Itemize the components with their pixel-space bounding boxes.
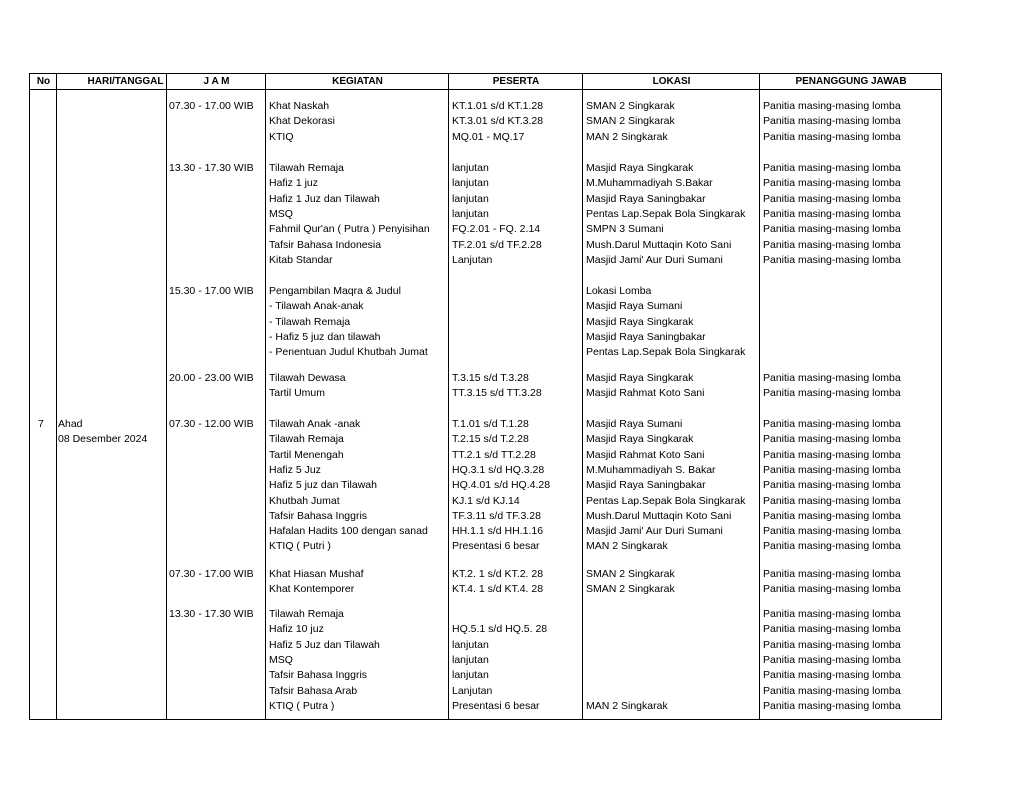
lokasi-cell: Pentas Lap.Sepak Bola Singkarak [586, 494, 746, 507]
kegiatan-cell: Khat Naskah [269, 100, 330, 112]
pj-cell: Panitia masing-masing lomba [763, 479, 901, 492]
lokasi-cell: Masjid Raya Saningbakar [586, 479, 706, 492]
pj-cell: Panitia masing-masing lomba [763, 509, 901, 522]
column-divider [582, 74, 583, 719]
peserta-cell: lanjutan [452, 669, 489, 682]
peserta-cell: lanjutan [452, 192, 489, 205]
peserta-cell: HQ.4.01 s/d HQ.4.28 [452, 479, 551, 492]
lokasi-cell: Masjid Rahmat Koto Sani [586, 387, 705, 400]
kegiatan-cell: Hafiz 1 juz [269, 177, 319, 190]
kegiatan-cell: Khat Hiasan Mushaf [269, 568, 364, 580]
peserta-cell: FQ.2.01 - FQ. 2.14 [452, 223, 541, 236]
header-lokasi: LOKASI [652, 76, 691, 87]
peserta-cell: HQ.3.1 s/d HQ.3.28 [452, 463, 545, 476]
pj-cell: Panitia masing-masing lomba [763, 568, 901, 580]
kegiatan-cell: Khat Kontemporer [269, 583, 355, 596]
jam-cell: 13.30 - 17.30 WIB [169, 162, 254, 174]
kegiatan-cell: Tafsir Bahasa Inggris [269, 509, 368, 522]
peserta-cell: KT.2. 1 s/d KT.2. 28 [452, 568, 544, 580]
header-kegiatan: KEGIATAN [332, 76, 383, 87]
pj-cell: Panitia masing-masing lomba [763, 162, 901, 174]
lokasi-cell: Lokasi Lomba [586, 285, 652, 297]
pj-cell: Panitia masing-masing lomba [763, 223, 901, 236]
pj-cell: Panitia masing-masing lomba [763, 463, 901, 476]
kegiatan-cell: Hafiz 1 Juz dan Tilawah [269, 192, 380, 205]
kegiatan-cell: Tartil Menengah [269, 448, 344, 461]
pj-cell: Panitia masing-masing lomba [763, 448, 901, 461]
peserta-cell: KT.3.01 s/d KT.3.28 [452, 115, 544, 128]
kegiatan-cell: Tilawah Anak -anak [269, 418, 361, 430]
pj-cell: Panitia masing-masing lomba [763, 253, 901, 266]
header-no: No [36, 76, 51, 87]
lokasi-cell: M.Muhammadiyah S. Bakar [586, 463, 716, 476]
header-hari: HARI/TANGGAL [87, 76, 164, 87]
peserta-cell: lanjutan [452, 638, 489, 651]
day-name: Ahad [58, 418, 83, 430]
lokasi-cell: Masjid Raya Sumani [586, 300, 683, 313]
kegiatan-cell: KTIQ [269, 130, 294, 143]
lokasi-cell: Masjid Raya Singkarak [586, 372, 694, 384]
kegiatan-cell: Hafiz 10 juz [269, 623, 324, 636]
pj-cell: Panitia masing-masing lomba [763, 387, 901, 400]
peserta-cell: Lanjutan [452, 253, 493, 266]
pj-cell: Panitia masing-masing lomba [763, 418, 901, 430]
lokasi-cell: Mush.Darul Muttaqin Koto Sani [586, 509, 732, 522]
lokasi-cell: Masjid Raya Singkarak [586, 315, 694, 328]
peserta-cell: T.2.15 s/d T.2.28 [452, 433, 529, 446]
kegiatan-cell: Tilawah Remaja [269, 162, 344, 174]
pj-cell: Panitia masing-masing lomba [763, 623, 901, 636]
peserta-cell: T.3.15 s/d T.3.28 [452, 372, 529, 384]
pj-cell: Panitia masing-masing lomba [763, 177, 901, 190]
kegiatan-cell: Khat Dekorasi [269, 115, 335, 128]
pj-cell: Panitia masing-masing lomba [763, 669, 901, 682]
lokasi-cell: Masjid Raya Saningbakar [586, 192, 706, 205]
column-divider [448, 74, 449, 719]
kegiatan-cell: Tafsir Bahasa Arab [269, 684, 358, 697]
pj-cell: Panitia masing-masing lomba [763, 100, 901, 112]
kegiatan-cell: MSQ [269, 653, 293, 666]
peserta-cell: HH.1.1 s/d HH.1.16 [452, 525, 544, 538]
day-number: 7 [38, 418, 44, 430]
kegiatan-cell: Hafiz 5 juz dan Tilawah [269, 479, 377, 492]
lokasi-cell: Mush.Darul Muttaqin Koto Sani [586, 238, 732, 251]
schedule-table [29, 73, 942, 720]
kegiatan-cell: Hafiz 5 Juz [269, 463, 321, 476]
peserta-cell: MQ.01 - MQ.17 [452, 130, 525, 143]
peserta-cell: lanjutan [452, 207, 489, 220]
lokasi-cell: Pentas Lap.Sepak Bola Singkarak [586, 346, 746, 359]
kegiatan-cell: - Tilawah Remaja [269, 315, 351, 328]
jam-cell: 07.30 - 17.00 WIB [169, 568, 254, 580]
jam-cell: 13.30 - 17.30 WIB [169, 608, 254, 620]
pj-cell: Panitia masing-masing lomba [763, 433, 901, 446]
kegiatan-cell: Khutbah Jumat [269, 494, 340, 507]
header-peserta: PESERTA [492, 76, 540, 87]
lokasi-cell: Masjid Jami' Aur Duri Sumani [586, 253, 723, 266]
pj-cell: Panitia masing-masing lomba [763, 238, 901, 251]
peserta-cell: KJ.1 s/d KJ.14 [452, 494, 520, 507]
kegiatan-cell: KTIQ ( Putra ) [269, 699, 335, 712]
peserta-cell: Presentasi 6 besar [452, 699, 540, 712]
peserta-cell: T.1.01 s/d T.1.28 [452, 418, 529, 430]
lokasi-cell: M.Muhammadiyah S.Bakar [586, 177, 713, 190]
jam-cell: 15.30 - 17.00 WIB [169, 285, 254, 297]
kegiatan-cell: Tafsir Bahasa Inggris [269, 669, 368, 682]
column-divider [166, 74, 167, 719]
lokasi-cell: SMAN 2 Singkarak [586, 583, 675, 596]
pj-cell: Panitia masing-masing lomba [763, 372, 901, 384]
kegiatan-cell: - Hafiz 5 juz dan tilawah [269, 330, 381, 343]
peserta-cell: lanjutan [452, 653, 489, 666]
lokasi-cell: MAN 2 Singkarak [586, 130, 668, 143]
peserta-cell: lanjutan [452, 177, 489, 190]
lokasi-cell: Masjid Raya Saningbakar [586, 330, 706, 343]
pj-cell: Panitia masing-masing lomba [763, 583, 901, 596]
day-date: 08 Desember 2024 [58, 433, 148, 445]
kegiatan-cell: Fahmil Qur'an ( Putra ) Penyisihan [269, 223, 430, 236]
lokasi-cell: SMAN 2 Singkarak [586, 568, 675, 580]
pj-cell: Panitia masing-masing lomba [763, 699, 901, 712]
peserta-cell: KT.4. 1 s/d KT.4. 28 [452, 583, 544, 596]
kegiatan-cell: Tilawah Remaja [269, 433, 344, 446]
peserta-cell: TF.2.01 s/d TF.2.28 [452, 238, 542, 251]
lokasi-cell: Masjid Rahmat Koto Sani [586, 448, 705, 461]
kegiatan-cell: Pengambilan Maqra & Judul [269, 285, 401, 297]
pj-cell: Panitia masing-masing lomba [763, 608, 901, 620]
kegiatan-cell: Hafiz 5 Juz dan Tilawah [269, 638, 380, 651]
peserta-cell: Presentasi 6 besar [452, 540, 540, 553]
kegiatan-cell: Tafsir Bahasa Indonesia [269, 238, 382, 251]
peserta-cell: TF.3.11 s/d TF.3.28 [452, 509, 541, 522]
pj-cell: Panitia masing-masing lomba [763, 684, 901, 697]
kegiatan-cell: Hafalan Hadits 100 dengan sanad [269, 525, 428, 538]
lokasi-cell: Masjid Jami' Aur Duri Sumani [586, 525, 723, 538]
lokasi-cell: Pentas Lap.Sepak Bola Singkarak [586, 207, 746, 220]
kegiatan-cell: KTIQ ( Putri ) [269, 540, 331, 553]
column-divider [56, 74, 57, 719]
pj-cell: Panitia masing-masing lomba [763, 192, 901, 205]
column-divider [265, 74, 266, 719]
column-divider [759, 74, 760, 719]
lokasi-cell: MAN 2 Singkarak [586, 540, 668, 553]
lokasi-cell: Masjid Raya Singkarak [586, 162, 694, 174]
peserta-cell: KT.1.01 s/d KT.1.28 [452, 100, 544, 112]
lokasi-cell: Masjid Raya Sumani [586, 418, 683, 430]
lokasi-cell: SMAN 2 Singkarak [586, 115, 675, 128]
kegiatan-cell: Tilawah Remaja [269, 608, 344, 620]
peserta-cell: HQ.5.1 s/d HQ.5. 28 [452, 623, 548, 636]
pj-cell: Panitia masing-masing lomba [763, 525, 901, 538]
kegiatan-cell: - Penentuan Judul Khutbah Jumat [269, 346, 428, 359]
header-pj: PENANGGUNG JAWAB [795, 76, 907, 87]
lokasi-cell: SMPN 3 Sumani [586, 223, 664, 236]
pj-cell: Panitia masing-masing lomba [763, 638, 901, 651]
lokasi-cell: MAN 2 Singkarak [586, 699, 668, 712]
header-jam: J A M [203, 76, 230, 87]
peserta-cell: lanjutan [452, 162, 489, 174]
peserta-cell: TT.2.1 s/d TT.2.28 [452, 448, 536, 461]
kegiatan-cell: Tilawah Dewasa [269, 372, 346, 384]
jam-cell: 07.30 - 17.00 WIB [169, 100, 254, 112]
kegiatan-cell: Tartil Umum [269, 387, 326, 400]
lokasi-cell: Masjid Raya Singkarak [586, 433, 694, 446]
pj-cell: Panitia masing-masing lomba [763, 494, 901, 507]
pj-cell: Panitia masing-masing lomba [763, 653, 901, 666]
pj-cell: Panitia masing-masing lomba [763, 115, 901, 128]
jam-cell: 20.00 - 23.00 WIB [169, 372, 254, 384]
jam-cell: 07.30 - 12.00 WIB [169, 418, 254, 430]
lokasi-cell: SMAN 2 Singkarak [586, 100, 675, 112]
pj-cell: Panitia masing-masing lomba [763, 540, 901, 553]
kegiatan-cell: MSQ [269, 207, 293, 220]
pj-cell: Panitia masing-masing lomba [763, 130, 901, 143]
peserta-cell: Lanjutan [452, 684, 493, 697]
kegiatan-cell: Kitab Standar [269, 253, 333, 266]
kegiatan-cell: - Tilawah Anak-anak [269, 300, 364, 313]
peserta-cell: TT.3.15 s/d TT.3.28 [452, 387, 542, 400]
pj-cell: Panitia masing-masing lomba [763, 207, 901, 220]
